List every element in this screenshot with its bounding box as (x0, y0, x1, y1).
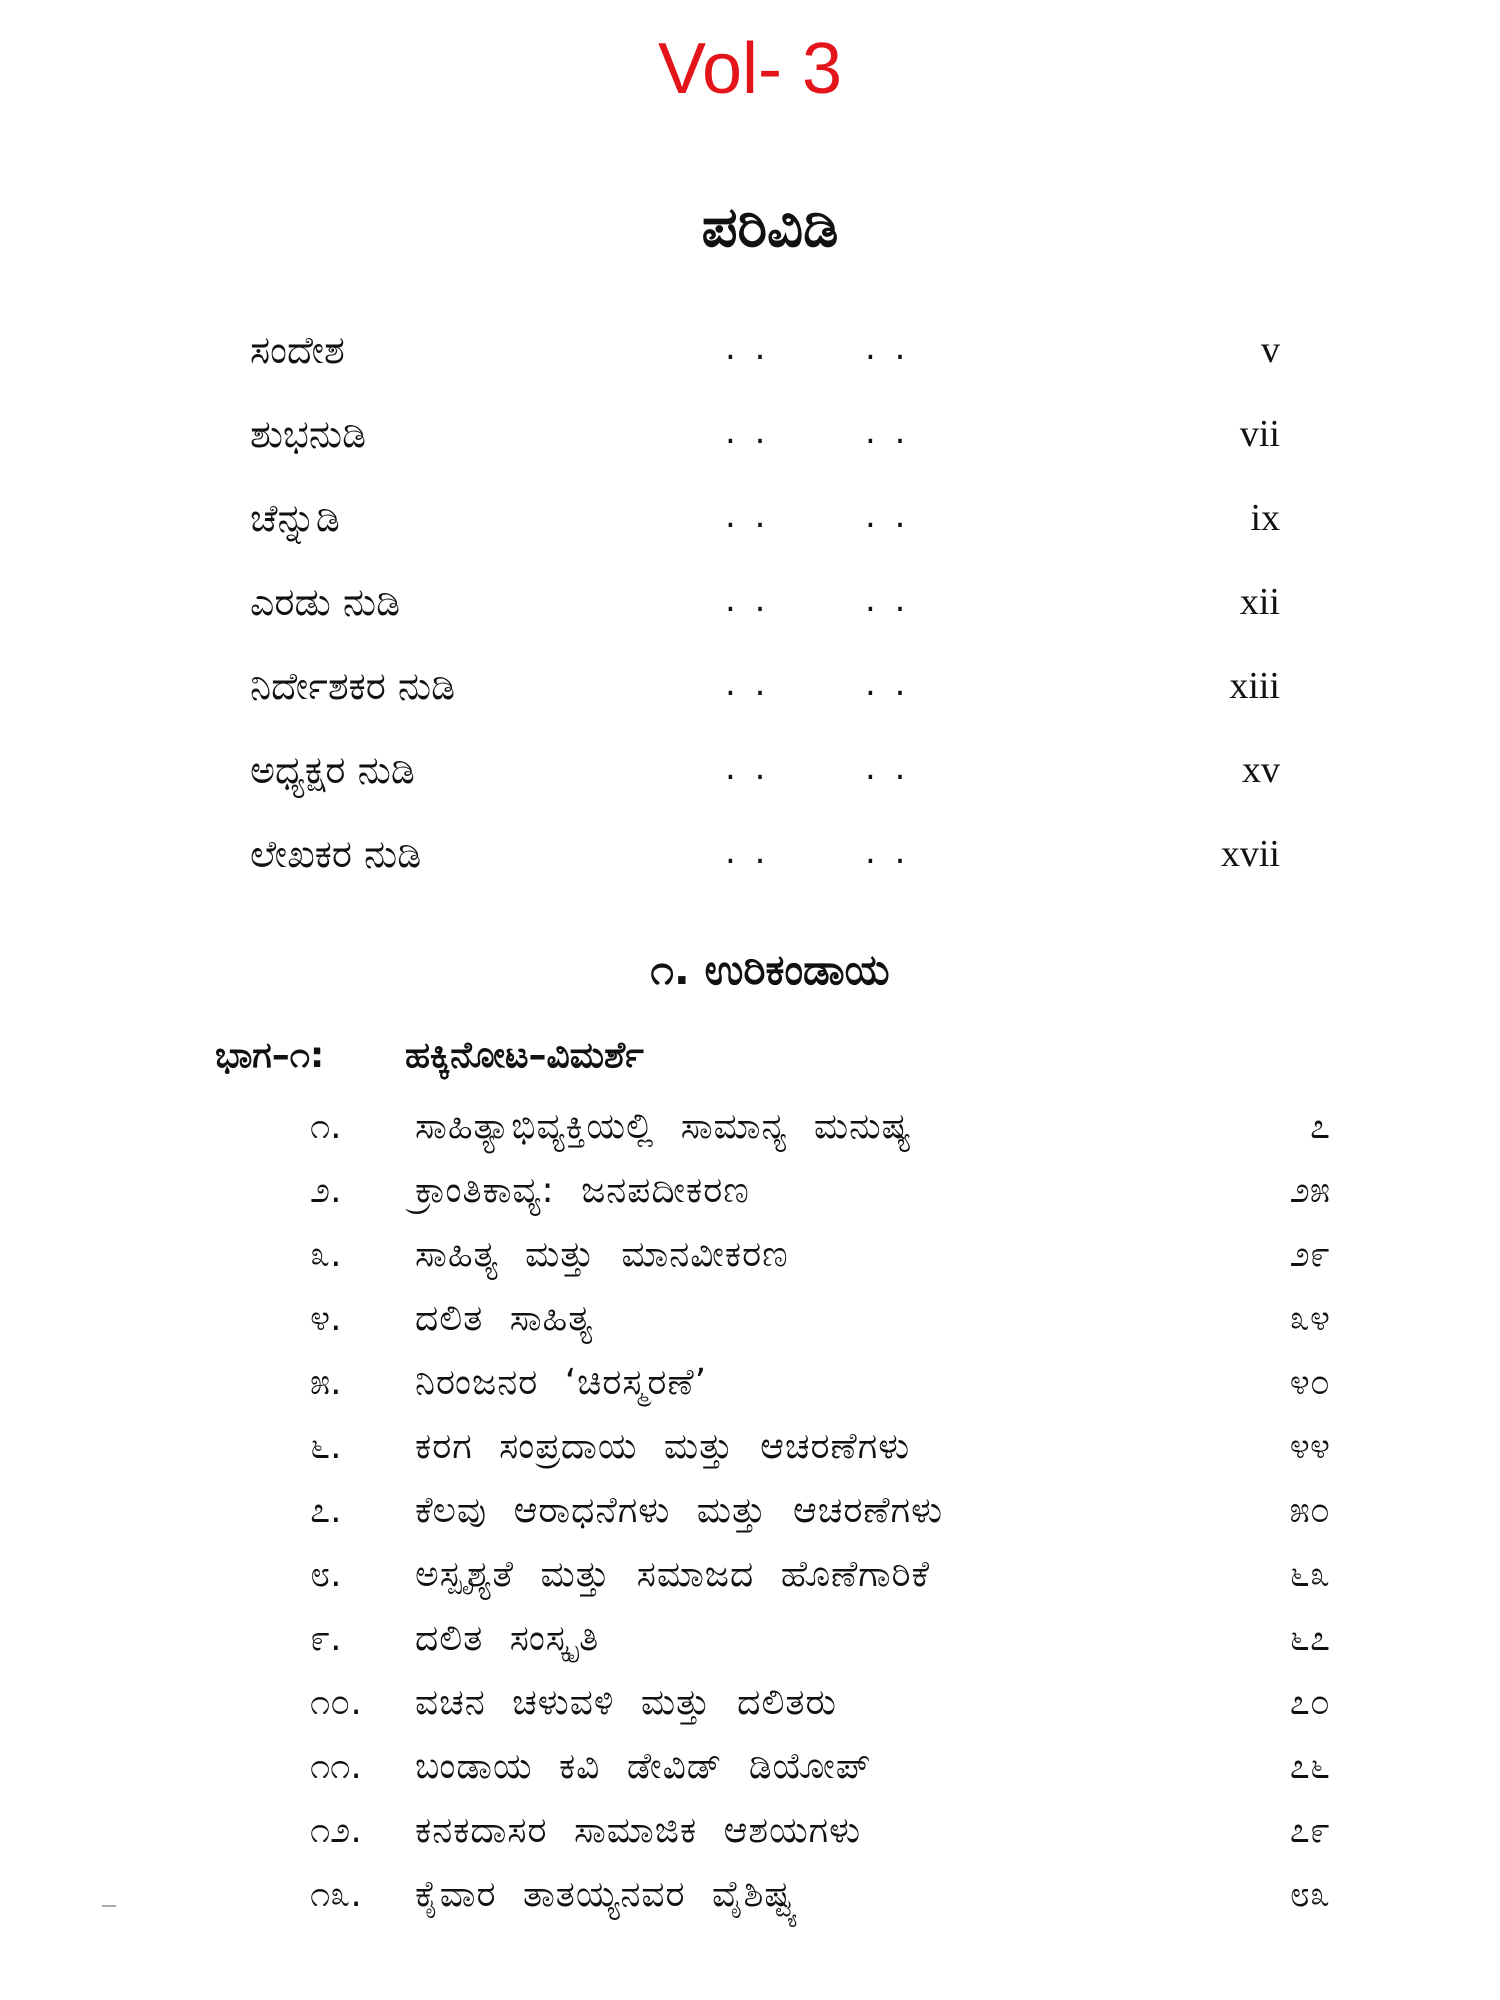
leader-dots: . . (725, 496, 770, 536)
toc-entry-page: v (1261, 329, 1280, 371)
leader-dots: . . (865, 832, 910, 872)
leader-dots: . . (725, 748, 770, 788)
chapter-page: ೭೯ (1289, 1810, 1330, 1851)
chapter-page: ೨೫ (1289, 1170, 1330, 1211)
chapter-title: ಬಂಡಾಯ ಕವಿ ಡೇವಿಡ್ ಡಿಯೋಪ್ (415, 1746, 872, 1787)
chapter-number: ೧೦. (310, 1682, 362, 1723)
chapter-number: ೫. (310, 1362, 342, 1403)
chapter-number: ೩. (310, 1234, 342, 1275)
chapter-number: ೧೩. (310, 1874, 362, 1915)
chapter-number: ೯. (310, 1618, 342, 1659)
chapter-number: ೨. (310, 1170, 342, 1211)
chapter-page: ೪೪ (1289, 1426, 1330, 1467)
toc-entry (250, 656, 1280, 740)
leader-dots: . . (725, 328, 770, 368)
part-heading (215, 1035, 644, 1077)
toc-entry-page: vii (1239, 413, 1280, 455)
leader-dots: . . (725, 664, 770, 704)
toc-entry-label: ಚೆನ್ನುಡಿ (250, 496, 340, 540)
part-label: ಭಾಗ–೧: (215, 1035, 325, 1076)
chapter-page: ೬೩ (1289, 1554, 1330, 1595)
toc-entry (250, 404, 1280, 488)
leader-dots: . . (865, 748, 910, 788)
chapter-title: ನಿರಂಜನರ ‘ಚಿರಸ್ಮರಣೆ’ (415, 1362, 708, 1403)
chapter-page: ೭೬ (1289, 1746, 1330, 1787)
chapter-page: ೩೪ (1289, 1298, 1330, 1339)
chapter-title: ದಲಿತ ಸಾಹಿತ್ಯ (415, 1298, 594, 1339)
chapter-list (310, 1100, 1330, 1932)
toc-entry-label: ಲೇಖಕರ ನುಡಿ (250, 832, 422, 876)
toc-entry-page: xvii (1220, 833, 1280, 875)
chapter-title: ಕರಗ ಸಂಪ್ರದಾಯ ಮತ್ತು ಆಚರಣೆಗಳು (415, 1426, 911, 1467)
chapter-page: ೨೯ (1289, 1234, 1330, 1275)
toc-entry-label: ಎರಡು ನುಡಿ (250, 580, 401, 624)
chapter-entry (310, 1676, 1330, 1740)
leader-dots: . . (725, 832, 770, 872)
chapter-entry (310, 1164, 1330, 1228)
chapter-page: ೭ (1309, 1106, 1330, 1147)
chapter-page: ೫೦ (1289, 1490, 1330, 1531)
toc-entry (250, 488, 1280, 572)
chapter-page: ೭೦ (1289, 1682, 1330, 1723)
chapter-entry (310, 1612, 1330, 1676)
chapter-number: ೧೧. (310, 1746, 362, 1787)
chapter-number: ೮. (310, 1554, 342, 1595)
leader-dots: . . (865, 328, 910, 368)
toc-entry (250, 320, 1280, 404)
chapter-title: ಕೈವಾರ ತಾತಯ್ಯನವರ ವೈಶಿಷ್ಟ್ಯ (415, 1874, 799, 1915)
toc-entry (250, 740, 1280, 824)
chapter-entry (310, 1356, 1330, 1420)
leader-dots: . . (865, 580, 910, 620)
leader-dots: . . (865, 496, 910, 536)
chapter-entry (310, 1868, 1330, 1932)
chapter-page: ೪೦ (1289, 1362, 1330, 1403)
chapter-entry (310, 1548, 1330, 1612)
chapter-title: ದಲಿತ ಸಂಸ್ಕೃತಿ (415, 1618, 600, 1659)
chapter-title: ಕನಕದಾಸರ ಸಾಮಾಜಿಕ ಆಶಯಗಳು (415, 1810, 862, 1851)
chapter-entry (310, 1740, 1330, 1804)
chapter-title: ಸಾಹಿತ್ಯ ಮತ್ತು ಮಾನವೀಕರಣ (415, 1234, 789, 1275)
leader-dots: . . (865, 412, 910, 452)
toc-entry-page: xiii (1229, 665, 1280, 707)
chapter-title: ಅಸ್ಪೃಶ್ಯತೆ ಮತ್ತು ಸಮಾಜದ ಹೊಣೆಗಾರಿಕೆ (415, 1554, 931, 1595)
chapter-entry (310, 1420, 1330, 1484)
toc-entry-label: ಸಂದೇಶ (250, 328, 345, 372)
toc-entry-label: ನಿರ್ದೇಶಕರ ನುಡಿ (250, 664, 456, 708)
chapter-entry (310, 1100, 1330, 1164)
chapter-number: ೬. (310, 1426, 342, 1467)
chapter-number: ೧೨. (310, 1810, 362, 1851)
chapter-entry (310, 1804, 1330, 1868)
chapter-entry (310, 1292, 1330, 1356)
chapter-entry (310, 1228, 1330, 1292)
toc-entry-label: ಅಧ್ಯಕ್ಷರ ನುಡಿ (250, 748, 415, 792)
part-title: ಹಕ್ಕಿನೋಟ–ವಿಮರ್ಶೆ (405, 1035, 644, 1076)
scan-mark (102, 1905, 116, 1907)
chapter-page: ೮೩ (1289, 1874, 1330, 1915)
toc-entry-page: xv (1242, 749, 1280, 791)
chapter-title: ಕೆಲವು ಆರಾಧನೆಗಳು ಮತ್ತು ಆಚರಣೆಗಳು (415, 1490, 944, 1531)
toc-entry-page: xii (1239, 581, 1280, 623)
chapter-page: ೬೭ (1289, 1618, 1330, 1659)
chapter-title: ಸಾಹಿತ್ಯಾಭಿವ್ಯಕ್ತಿಯಲ್ಲಿ ಸಾಮಾನ್ಯ ಮನುಷ್ಯ (415, 1106, 913, 1147)
chapter-title: ವಚನ ಚಳುವಳಿ ಮತ್ತು ದಲಿತರು (415, 1682, 837, 1723)
chapter-title: ಕ್ರಾಂತಿಕಾವ್ಯ: ಜನಪದೀಕರಣ (415, 1170, 750, 1211)
section-heading: ೧. ಉರಿಕಂಡಾಯ (650, 945, 890, 994)
volume-label: Vol- 3 (657, 29, 843, 109)
front-matter-list (250, 320, 1280, 908)
toc-entry (250, 824, 1280, 908)
leader-dots: . . (725, 412, 770, 452)
chapter-number: ೧. (310, 1106, 342, 1147)
toc-entry (250, 572, 1280, 656)
chapter-number: ೭. (310, 1490, 342, 1531)
page-title: ಪರಿವಿಡಿ (701, 195, 839, 260)
toc-entry-label: ಶುಭನುಡಿ (250, 412, 367, 456)
leader-dots: . . (865, 664, 910, 704)
chapter-entry (310, 1484, 1330, 1548)
leader-dots: . . (725, 580, 770, 620)
toc-entry-page: ix (1250, 497, 1280, 539)
chapter-number: ೪. (310, 1298, 342, 1339)
